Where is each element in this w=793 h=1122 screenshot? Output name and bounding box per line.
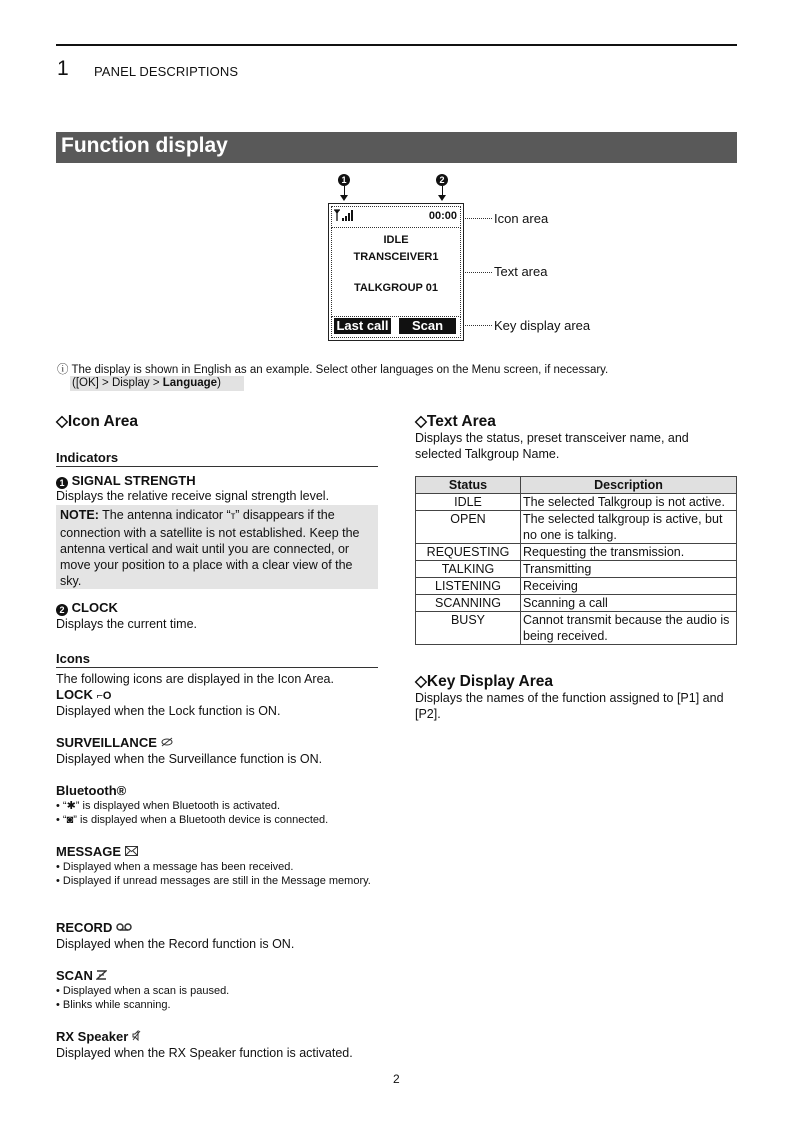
lcd-screen [328,203,464,341]
menu-path-suffix: ) [217,377,221,389]
description-cell: Requesting the transmission. [521,544,737,561]
table-row [416,612,737,645]
icons-rule [56,667,378,668]
bluetooth-bullet-2: • “◙” is displayed when a Bluetooth device is connected. [56,814,329,826]
status-cell: TALKING [416,561,521,578]
info-circle-icon: ⓘ [57,364,69,376]
speaker-icon [132,1030,141,1041]
lcd-clock: 00:00 [428,210,457,222]
lock-title: LOCK [56,687,93,702]
key-display-area-desc: Displays the names of the function assigned to [P1] and [P2]. [415,691,724,721]
info-note [57,361,608,377]
lock-desc: Displayed when the Lock function is ON. [56,704,281,718]
note-text-1: The antenna indicator “ [98,508,231,522]
table-row [416,595,737,612]
menu-path-language: Language [162,377,218,389]
text-area-title: Text Area [426,413,496,430]
surveillance-desc: Displayed when the Surveillance function is ON. [56,752,323,766]
table-row [416,544,737,561]
icon-area-label: Icon area [494,211,549,226]
status-cell: LISTENING [416,578,521,595]
message-bullet-1-text: Displayed when a message has been received. [62,861,294,873]
diamond-icon: ◇ [415,673,427,690]
bluetooth-bullet-1: • “✱” is displayed when Bluetooth is activated. [56,800,281,812]
key-display-area-label: Key display area [494,318,591,333]
text-area-leader [465,272,492,273]
icon-area-leader [465,218,492,219]
info-note-text: The display is shown in English as an example. Select other languages on the Menu screen, if necessary. [71,364,609,376]
key-scan: Scan [399,318,456,334]
message-title: MESSAGE [56,844,122,859]
scan-bullet-2: • Blinks while scanning. [56,999,171,1011]
key-display-area-leader [465,325,492,326]
antenna-icon: т [230,511,236,522]
lock-heading [56,687,111,702]
text-area-desc: Displays the status, preset transceiver name, and selected Talkgroup Name. [415,431,689,461]
scan-title: SCAN [56,968,93,983]
note-text-2: ” disappears if the connection with a satellite is not established. Keep the antenna vertical and wait until you are connected, or move your position to a place with a clear view of the sky. [60,508,360,588]
arrow-down-icon [340,195,348,201]
column-header-description: Description [521,477,737,494]
diamond-icon: ◇ [415,413,427,430]
bluetooth-bullet-2-text: “◙” is displayed when a Bluetooth device is connected. [62,814,329,826]
clock-desc: Displays the current time. [56,617,198,631]
callout-1: 1 [338,174,350,186]
bluetooth-bullet-1-text: “✱” is displayed when Bluetooth is activated. [62,800,281,812]
header-rule [56,44,737,46]
signal-strength-heading [56,473,196,489]
indicators-rule [56,466,378,467]
lcd-talkgroup-name: TALKGROUP 01 [354,282,438,294]
description-cell: Transmitting [521,561,737,578]
rx-speaker-heading [56,1029,141,1044]
description-cell: Cannot transmit because the audio is being received. [521,612,737,645]
icons-heading: Icons [56,651,90,666]
table-row [416,561,737,578]
record-tape-icon [116,922,132,932]
table-header-row [416,477,737,494]
chapter-number: 1 [57,57,69,80]
description-cell: The selected Talkgroup is not active. [521,494,737,511]
key-display-area-heading [415,672,553,691]
surveillance-title: SURVEILLANCE [56,735,157,750]
lcd-transceiver-name: TRANSCEIVER1 [353,251,439,263]
record-desc: Displayed when the Record function is ON. [56,937,295,951]
surveillance-heading [56,735,173,750]
scan-heading [56,968,107,983]
note-label: NOTE: [60,508,99,522]
antenna-signal-icon [334,209,356,222]
key-display-area-title: Key Display Area [426,673,553,690]
status-cell: OPEN [416,511,521,544]
envelope-icon [125,846,138,856]
scan-bullet-1: • Displayed when a scan is paused. [56,985,230,997]
signal-strength-title: SIGNAL STRENGTH [71,473,196,488]
surveillance-eye-icon [161,737,173,747]
message-bullet-2-text: Displayed if unread messages are still in the Message memory. [62,875,371,887]
diamond-icon: ◇ [56,413,68,430]
bluetooth-heading: Bluetooth® [56,783,127,798]
lcd-status: IDLE [383,234,409,246]
number-2-icon: 2 [56,604,68,616]
chapter-title: PANEL DESCRIPTIONS [94,64,239,79]
lock-key-icon: ⌐O [96,690,112,702]
table-row [416,494,737,511]
signal-strength-desc: Displays the relative receive signal strength level. [56,489,330,503]
section-title-bar [56,132,737,163]
table-row [416,578,737,595]
scan-icon [96,970,107,980]
indicators-heading: Indicators [56,450,119,465]
page-number: 2 [393,1072,400,1086]
description-cell: Scanning a call [521,595,737,612]
record-title: RECORD [56,920,113,935]
menu-path-prefix: ([OK] > Display > [72,377,163,389]
status-cell: IDLE [416,494,521,511]
message-heading [56,844,138,859]
key-last-call: Last call [334,318,391,334]
icon-area-heading [56,412,138,431]
clock-title: CLOCK [71,600,118,615]
scan-bullet-1-text: Displayed when a scan is paused. [62,985,230,997]
clock-heading [56,600,118,616]
message-bullet-2: • Displayed if unread messages are still in the Message memory. [56,875,371,887]
section-title: Function display [61,134,228,157]
column-header-status: Status [416,477,521,494]
record-heading [56,920,132,935]
status-cell: SCANNING [416,595,521,612]
rx-speaker-title: RX Speaker [56,1029,129,1044]
rx-speaker-desc: Displayed when the RX Speaker function is activated. [56,1046,353,1060]
status-table [415,476,737,645]
status-cell: BUSY [416,612,521,645]
text-area-label: Text area [494,264,548,279]
icons-intro: The following icons are displayed in the Icon Area. [56,672,334,686]
menu-path [70,376,244,391]
scan-bullet-2-text: Blinks while scanning. [62,999,171,1011]
description-cell: Receiving [521,578,737,595]
status-cell: REQUESTING [416,544,521,561]
number-1-icon: 1 [56,477,68,489]
note-box [56,505,378,589]
text-area-heading [415,412,496,431]
table-row [416,511,737,544]
icon-area-title: Icon Area [67,413,138,430]
arrow-down-icon [438,195,446,201]
message-bullet-1: • Displayed when a message has been received. [56,861,294,873]
description-cell: The selected talkgroup is active, but no one is talking. [521,511,737,544]
callout-2: 2 [436,174,448,186]
